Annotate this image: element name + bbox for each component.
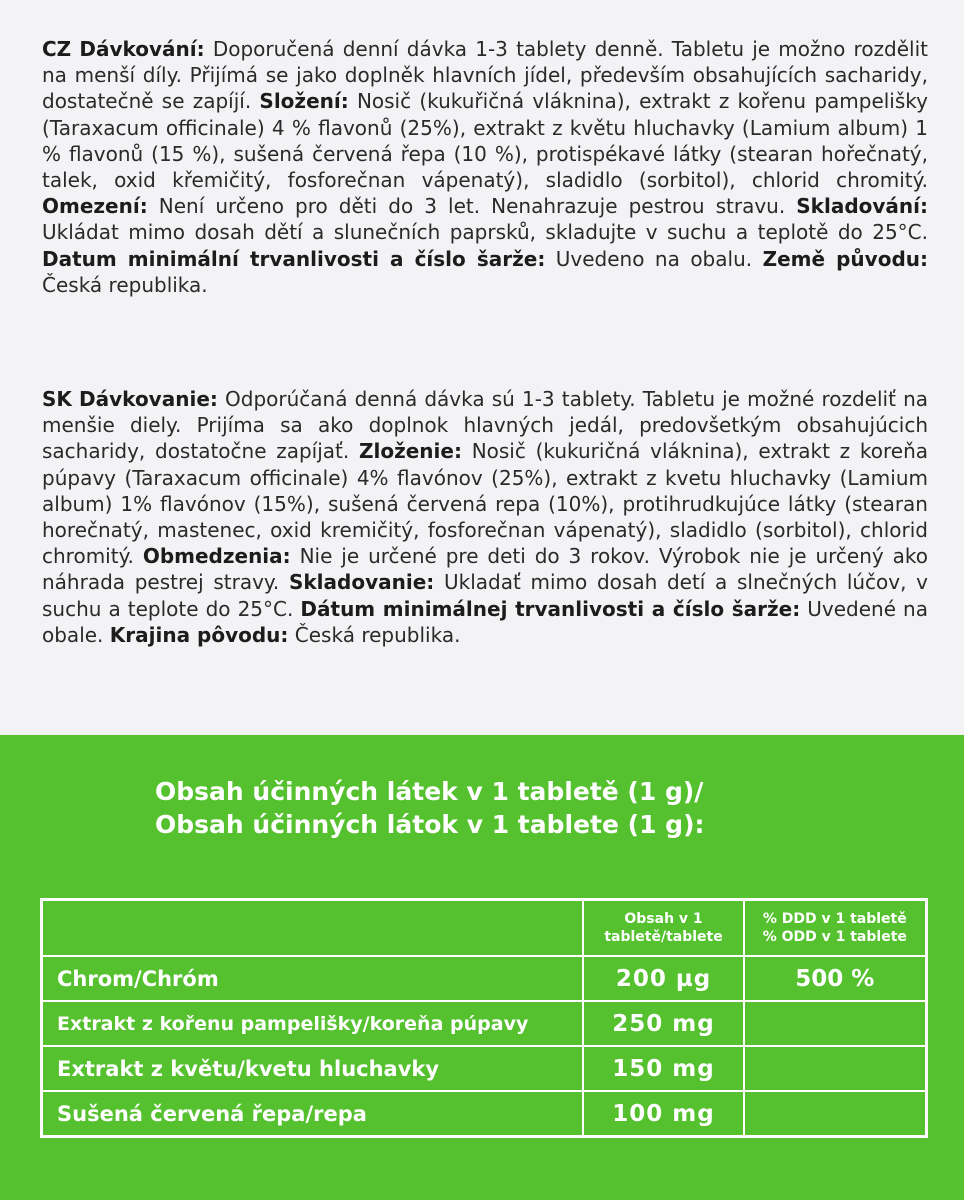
cz-origin-text: Česká republika. [42,272,208,297]
sk-limits-label: Obmedzenia: [142,544,291,569]
ingredient-percent [744,1091,927,1137]
sk-composition-label: Zloženie: [358,439,462,464]
sk-expiry-label: Dátum minimálnej trvanlivosti a číslo šarže: [300,596,801,621]
ingredient-amount: 150 mg [583,1046,743,1091]
ingredient-amount: 200 µg [583,956,743,1001]
header-amount-line1: Obsah v 1 [624,911,703,927]
content-heading-line1: Obsah účinných látek v 1 tabletě (1 g)/ [155,777,704,806]
sk-composition-text: Nosič (kukuričná vláknina), extrakt z koreňa púpavy (Taraxacum officinale) 4% flavónov (25%), extrakt z kvetu hluchavky (Lamium album) 1% flavónov (15%), sušená červená repa (10%), protihrudkujúce látky (stearan horečnatý, mastenec, oxid kremičitý, fosforečnan vápenatý), sladidlo (sorbitol), chlorid chromitý. [42,439,928,569]
cz-expiry-label: Datum minimální trvanlivosti a číslo šarže: [42,246,546,271]
table-row [42,1091,927,1137]
cz-text-block [42,36,928,298]
content-heading [155,775,705,841]
ingredient-percent [744,1046,927,1091]
cz-expiry-text: Uvedeno na obalu. [555,246,753,271]
header-amount-line2: tabletě/tablete [604,929,723,945]
ingredient-name: Sušená červená řepa/repa [42,1091,584,1137]
table-row [42,956,927,1001]
cz-storage-text: Ukládat mimo dosah dětí a slunečních paprsků, skladujte v suchu a teplotě do 25°C. [42,220,928,245]
ingredient-name: Chrom/Chróm [42,956,584,1001]
content-heading-line2: Obsah účinných látok v 1 tablete (1 g): [155,810,705,839]
sk-text-block [42,386,928,648]
table-header-empty [42,900,584,957]
cz-storage-label: Skladování: [796,194,929,219]
table-row [42,1046,927,1091]
sk-lang-code: SK [42,387,72,411]
cz-dosage-label: Dávkování: [79,37,205,61]
sk-dosage-label: Dávkovanie: [79,387,218,411]
sk-dosage-text: Odporúčaná denná dávka sú 1-3 tablety. Tabletu je možné rozdeliť na menšie diely. Prijíma sa ako doplnok hlavných jedál, predovšetkým obsahujúcich sacharidy, dostatočne zapíjať. [42,387,928,464]
sk-storage-label: Skladovanie: [288,570,435,595]
sk-limits-text: Nie je určené pre deti do 3 rokov. Výrobok nie je určený ako náhrada pestrej stravy. [42,544,928,595]
ingredient-amount: 250 mg [583,1001,743,1046]
cz-composition-text: Nosič (kukuřičná vláknina), extrakt z kořenu pampelišky (Taraxacum officinale) 4 % flavonů (25%), extrakt z květu hluchavky (Lamium album) 1 % flavonů (15 %), sušená červená řepa (10 %), protispékavé látky (stearan hořečnatý, talek, oxid křemičitý, fosforečnan vápenatý), sladidlo (sorbitol), chlorid chromitý. [42,89,928,193]
ingredient-amount: 100 mg [583,1091,743,1137]
cz-composition-label: Složení: [259,89,349,114]
ingredient-percent: 500 % [744,956,927,1001]
cz-limits-label: Omezení: [42,194,148,219]
ingredient-percent [744,1001,927,1046]
cz-origin-label: Země původu: [762,246,928,271]
cz-lang-code: CZ [42,37,72,61]
sk-origin-text: Česká republika. [294,622,461,647]
nutrition-table [40,898,928,1138]
table-header-row [42,900,927,957]
table-header-amount [583,900,743,957]
cz-limits-text: Není určeno pro děti do 3 let. Nenahrazuje pestrou stravu. [158,194,786,219]
sk-origin-label: Krajina pôvodu: [109,622,289,647]
table-header-percent [744,900,927,957]
ingredient-name: Extrakt z kořenu pampelišky/koreňa púpavy [42,1001,584,1046]
cz-dosage-text: Doporučená denní dávka 1-3 tablety denně. Tabletu je možno rozdělit na menší díly. Přijímá se jako doplněk hlavních jídel, především obsahujících sacharidy, dostatečně se zapíjí. [42,37,929,114]
header-percent-line1: % DDD v 1 tabletě [762,911,907,927]
header-percent-line2: % ODD v 1 tablete [762,929,907,945]
sk-storage-text: Ukladať mimo dosah detí a slnečných lúčov, v suchu a teplote do 25°C. [42,570,929,621]
table-row [42,1001,927,1046]
sk-expiry-text: Uvedené na obale. [42,596,928,647]
ingredient-name: Extrakt z květu/kvetu hluchavky [42,1046,584,1091]
